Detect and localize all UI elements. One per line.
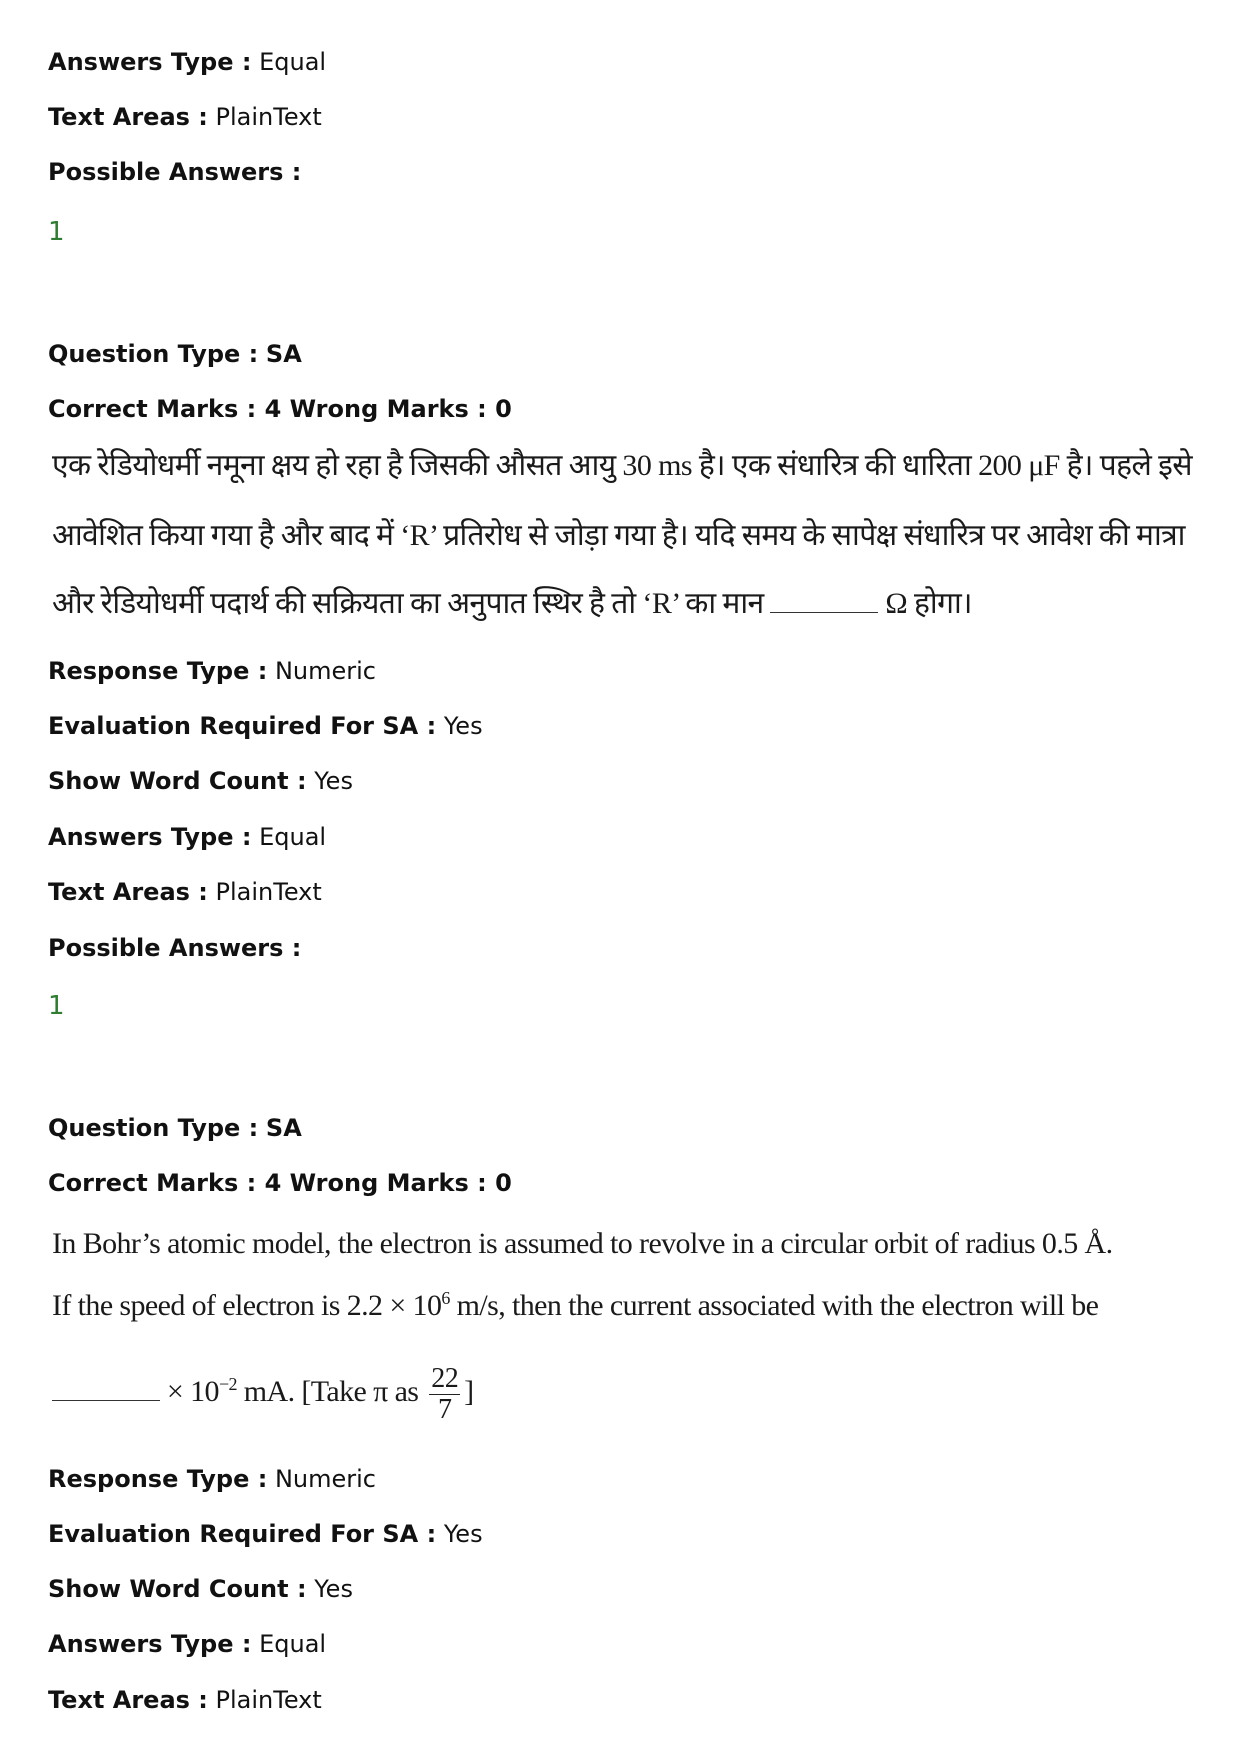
- field-value: PlainText: [215, 878, 322, 906]
- response-type-row: [48, 1463, 376, 1495]
- question-line: एक रेडियोधर्मी नमूना क्षय हो रहा है जिसकी औसत आयु 30 ms है। एक संधारित्र की धारिता 200 μF है। पहले इसे: [52, 449, 1192, 482]
- field-value: Numeric: [274, 657, 376, 685]
- question-type-row: [48, 338, 302, 370]
- field-value: Yes: [314, 1575, 353, 1603]
- answers-type-row: [48, 46, 326, 78]
- text-areas-row: [48, 876, 322, 908]
- field-label: Possible Answers :: [48, 158, 302, 186]
- question-text-segment: और रेडियोधर्मी पदार्थ की सक्रियता का अनुपात स्थिर है तो ‘R’ का मान: [52, 587, 764, 620]
- answer-blank: [770, 590, 878, 613]
- question-text-segment: mA. [Take π as: [236, 1375, 419, 1408]
- field-label: Question Type :: [48, 1114, 259, 1142]
- question-text-segment: If the speed of electron is 2.2 × 10: [52, 1289, 442, 1322]
- evaluation-row: [48, 710, 483, 742]
- field-value: Yes: [443, 1520, 483, 1548]
- field-label: Answers Type :: [48, 823, 252, 851]
- marks-label: Correct Marks : 4 Wrong Marks : 0: [48, 1169, 512, 1197]
- exponent: 6: [441, 1288, 450, 1308]
- field-label: Show Word Count :: [48, 767, 307, 795]
- question-line: आवेशित किया गया है और बाद में ‘R’ प्रतिरोध से जोड़ा गया है। यदि समय के सापेक्ष संधारित्र पर आवेश की मात्रा: [52, 519, 1185, 552]
- question-line: [52, 1354, 474, 1425]
- word-count-row: [48, 1573, 353, 1605]
- fraction: [429, 1364, 460, 1425]
- response-type-row: [48, 655, 376, 687]
- question-line: In Bohr’s atomic model, the electron is assumed to revolve in a circular orbit of radius 0.5 Å.: [52, 1227, 1113, 1260]
- question-text-segment: m/s, then the current associated with the electron will be: [449, 1289, 1099, 1322]
- question-text-segment: Ω होगा।: [885, 587, 972, 620]
- field-label: Question Type :: [48, 340, 259, 368]
- marks-row: [48, 393, 512, 425]
- field-value: Equal: [259, 48, 327, 76]
- field-value: SA: [265, 340, 302, 368]
- field-label: Text Areas :: [48, 878, 208, 906]
- evaluation-row: [48, 1518, 483, 1550]
- possible-answers-row: [48, 932, 301, 964]
- field-value: SA: [265, 1114, 302, 1142]
- marks-label: Correct Marks : 4 Wrong Marks : 0: [48, 395, 512, 423]
- field-value: PlainText: [215, 103, 322, 131]
- field-label: Possible Answers :: [48, 934, 302, 962]
- question-text-segment: × 10: [166, 1375, 219, 1408]
- answers-type-row: [48, 1628, 326, 1660]
- question-line: [52, 1278, 1098, 1326]
- field-label: Text Areas :: [48, 103, 208, 131]
- text-areas-row: [48, 101, 322, 133]
- field-label: Evaluation Required For SA :: [48, 1520, 437, 1548]
- possible-answer-value: 1: [48, 991, 65, 1021]
- fraction-numerator: 22: [431, 1362, 459, 1394]
- answers-type-row: [48, 821, 326, 853]
- field-label: Response Type :: [48, 657, 268, 685]
- field-value: Numeric: [274, 1465, 376, 1493]
- question-type-row: [48, 1112, 302, 1144]
- field-label: Text Areas :: [48, 1686, 208, 1714]
- possible-answers-row: [48, 156, 301, 188]
- field-label: Evaluation Required For SA :: [48, 712, 437, 740]
- marks-row: [48, 1167, 512, 1199]
- field-value: Yes: [314, 767, 353, 795]
- field-label: Response Type :: [48, 1465, 268, 1493]
- field-label: Show Word Count :: [48, 1575, 307, 1603]
- possible-answer-value: 1: [48, 217, 65, 247]
- question-line: [52, 584, 972, 624]
- field-label: Answers Type :: [48, 48, 252, 76]
- exponent: −2: [218, 1374, 237, 1394]
- field-value: PlainText: [215, 1686, 322, 1714]
- text-areas-row: [48, 1684, 322, 1716]
- field-value: Yes: [443, 712, 483, 740]
- fraction-denominator: 7: [438, 1393, 452, 1425]
- field-value: Equal: [259, 1630, 327, 1658]
- field-value: Equal: [259, 823, 327, 851]
- word-count-row: [48, 765, 353, 797]
- field-label: Answers Type :: [48, 1630, 252, 1658]
- answer-blank: [52, 1378, 160, 1401]
- question-text-segment: ]: [464, 1375, 474, 1408]
